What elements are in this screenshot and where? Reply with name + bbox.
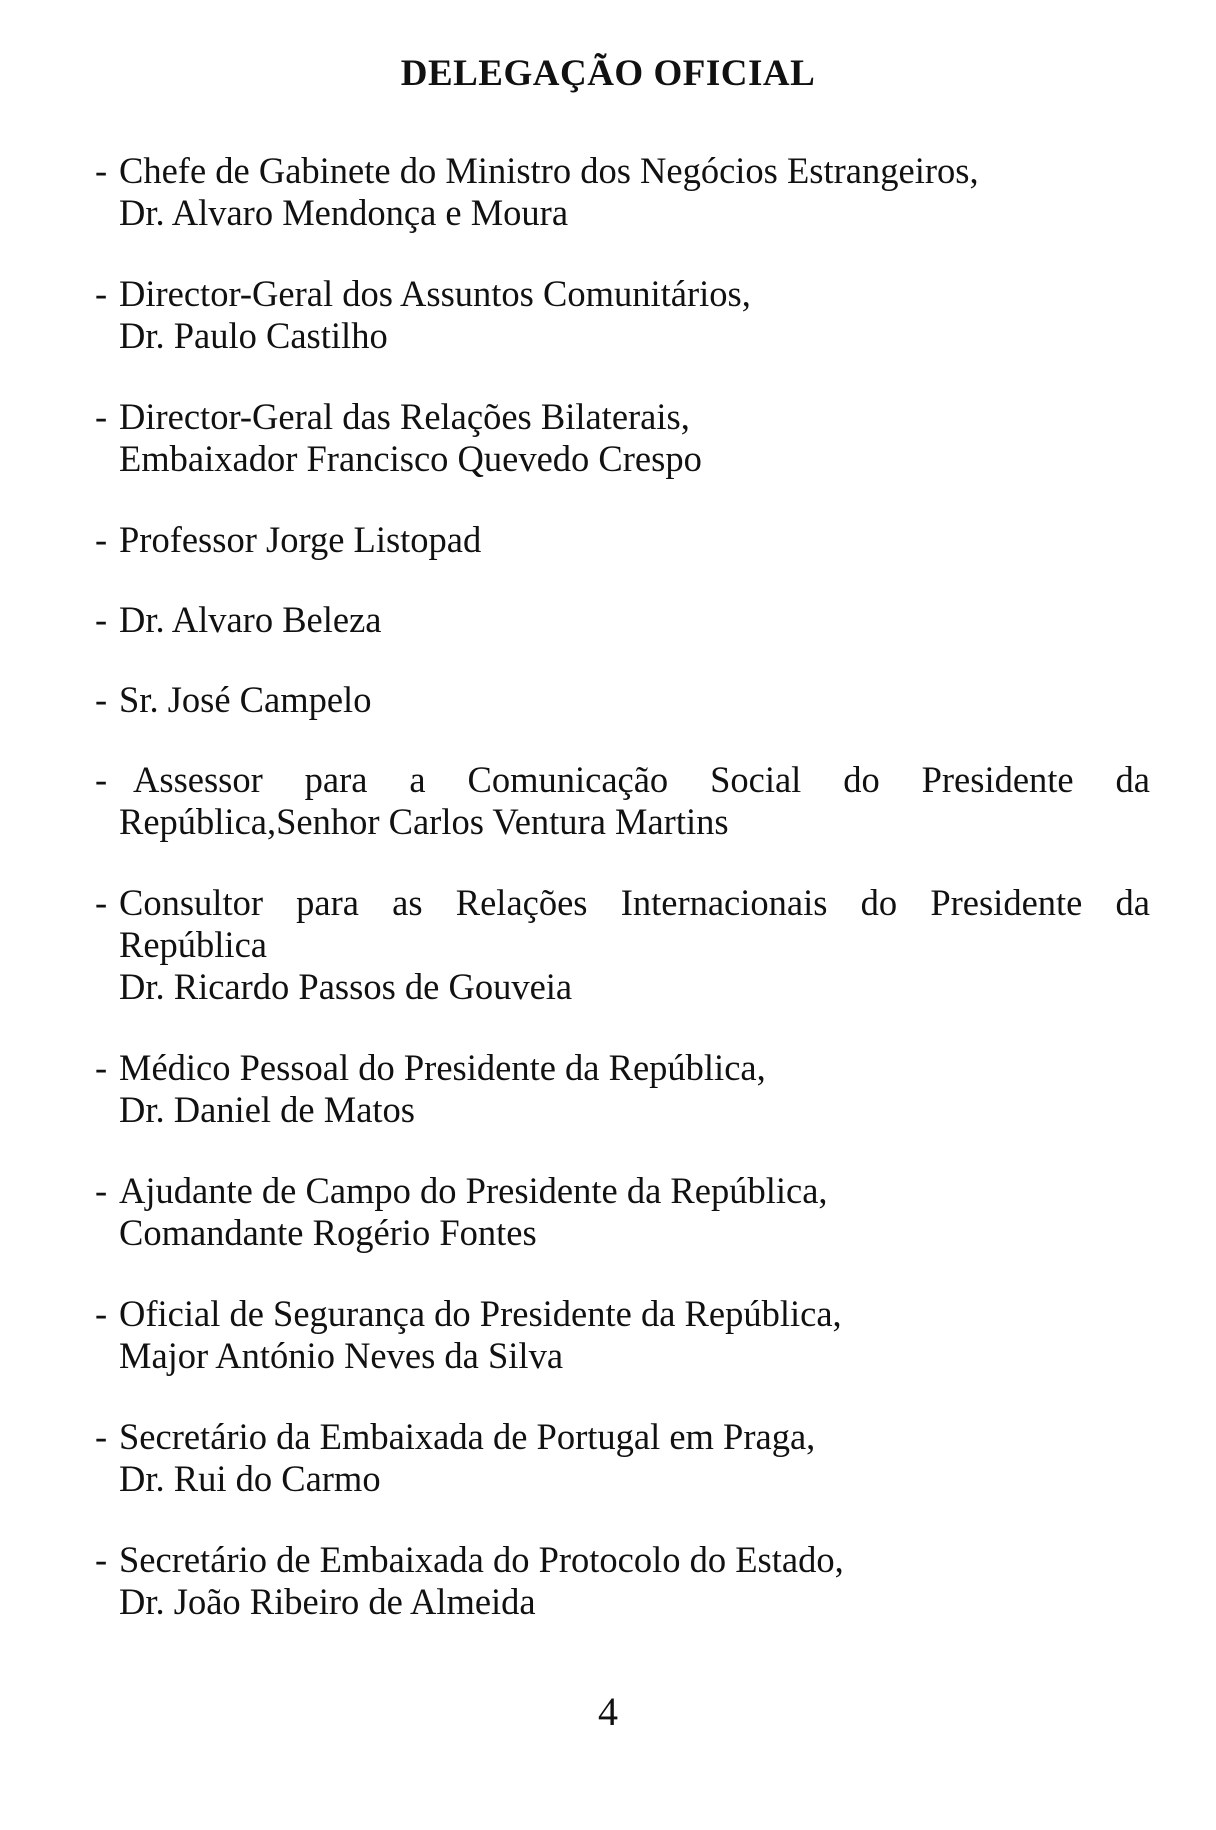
list-dash: -: [95, 1047, 108, 1088]
list-item: [95, 1539, 1150, 1623]
entry-line: Comandante Rogério Fontes: [119, 1212, 537, 1253]
entry-line: Oficial de Segurança do Presidente da República,: [119, 1293, 842, 1334]
entry-line: Professor Jorge Listopad: [119, 519, 482, 560]
list-item: [95, 599, 1150, 641]
entry-line: Secretário de Embaixada do Protocolo do Estado,: [119, 1539, 844, 1580]
entry-line: Ajudante de Campo do Presidente da República,: [119, 1170, 828, 1211]
delegation-list: [95, 150, 1150, 1662]
entry-line: Dr. Alvaro Beleza: [119, 599, 382, 640]
list-dash: -: [95, 519, 108, 560]
list-item: [95, 1416, 1150, 1500]
entry-line: República,Senhor Carlos Ventura Martins: [119, 801, 729, 842]
list-item: [95, 150, 1150, 234]
entry-line: Chefe de Gabinete do Ministro dos Negócios Estrangeiros,: [119, 150, 979, 191]
list-item: [95, 1047, 1150, 1131]
page-title: DELEGAÇÃO OFICIAL: [400, 53, 816, 94]
list-item: [95, 396, 1150, 480]
list-dash: -: [95, 599, 108, 640]
page-number: 4: [598, 1689, 618, 1734]
entry-line: Médico Pessoal do Presidente da República,: [119, 1047, 766, 1088]
list-item: [95, 273, 1150, 357]
list-item: [95, 882, 1150, 1008]
list-dash: -: [95, 273, 108, 314]
entry-line: Dr. Daniel de Matos: [119, 1089, 415, 1130]
entry-line: Major António Neves da Silva: [119, 1335, 564, 1376]
entry-line: Sr. José Campelo: [119, 679, 372, 720]
list-item: [95, 1293, 1150, 1377]
entry-line: Dr. Rui do Carmo: [119, 1458, 381, 1499]
entry-line: Consultor para as Relações Internacionais do Presidente da: [119, 882, 1150, 923]
list-dash: -: [95, 882, 108, 923]
list-dash: -: [95, 1293, 108, 1334]
entry-line: Secretário da Embaixada de Portugal em Praga,: [119, 1416, 816, 1457]
list-item: [95, 679, 1150, 721]
list-dash: -: [95, 1539, 108, 1580]
entry-line: Dr. Ricardo Passos de Gouveia: [119, 966, 573, 1007]
list-dash: -: [95, 1170, 108, 1211]
entry-line: Director-Geral dos Assuntos Comunitários,: [119, 273, 751, 314]
list-dash: -: [95, 150, 108, 191]
entry-line: Dr. Alvaro Mendonça e Moura: [119, 192, 569, 233]
entry-line: Assessor para a Comunicação Social do Presidente da: [133, 759, 1150, 800]
list-item: [95, 1170, 1150, 1254]
entry-line: Embaixador Francisco Quevedo Crespo: [119, 438, 702, 479]
entry-line: Director-Geral das Relações Bilaterais,: [119, 396, 690, 437]
entry-line: República: [119, 924, 267, 965]
list-dash: -: [95, 759, 108, 800]
entry-line: Dr. Paulo Castilho: [119, 315, 388, 356]
entry-line: Dr. João Ribeiro de Almeida: [119, 1581, 536, 1622]
list-item: [95, 759, 1150, 843]
list-dash: -: [95, 396, 108, 437]
list-dash: -: [95, 1416, 108, 1457]
list-item: [95, 519, 1150, 561]
list-dash: -: [95, 679, 108, 720]
